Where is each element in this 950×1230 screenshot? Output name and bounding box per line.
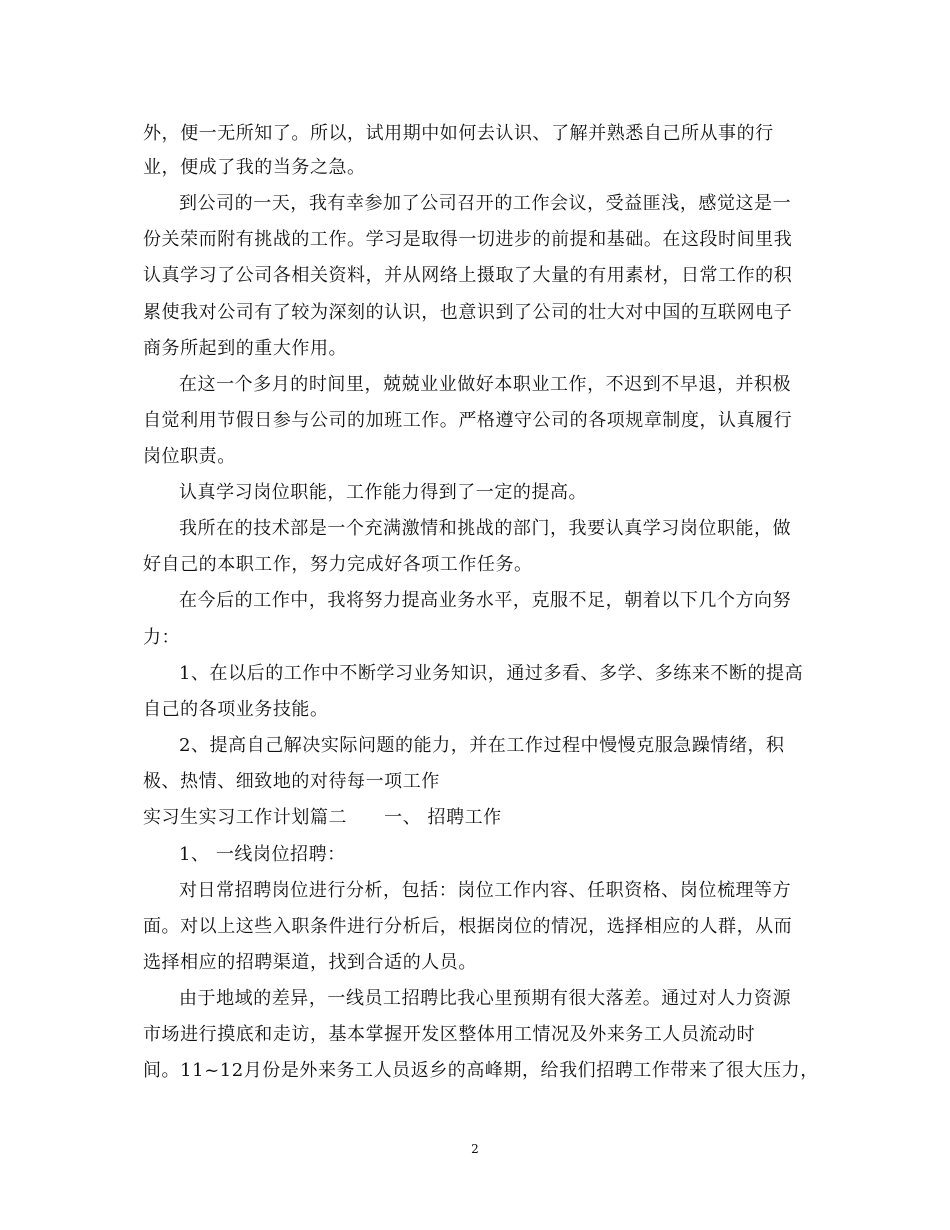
text-line: 自觉利用节假日参与公司的加班工作。严格遵守公司的各项规章制度，认真履行	[143, 410, 793, 431]
text-line: 面。对以上这些入职条件进行分析后，根据岗位的情况，选择相应的人群，从而	[143, 916, 793, 937]
paragraph-start: 1、在以后的工作中不断学习业务知识，通过多看、多学、多练来不断的提高	[179, 663, 804, 684]
text-line: 自己的各项业务技能。	[143, 699, 329, 720]
text-line: 力：	[143, 627, 181, 648]
section-heading: 实习生实习工作计划篇二 一、 招聘工作	[143, 807, 502, 828]
paragraph-start: 在这一个多月的时间里，兢兢业业做好本职业工作，不迟到不早退，并积极	[179, 374, 792, 395]
text-line: 选择相应的招聘渠道，找到合适的人员。	[143, 952, 477, 973]
paragraph-start: 对日常招聘岗位进行分析，包括：岗位工作内容、任职资格、岗位梳理等方	[179, 880, 792, 901]
paragraph-start: 我所在的技术部是一个充满激情和挑战的部门，我要认真学习岗位职能，做	[179, 518, 792, 539]
text-line: 岗位职责。	[143, 446, 236, 467]
paragraph-start: 到公司的一天，我有幸参加了公司召开的工作会议，受益匪浅，感觉这是一	[179, 193, 792, 214]
paragraph-start: 由于地域的差异，一线员工招聘比我心里预期有很大落差。通过对人力资源	[179, 988, 792, 1009]
paragraph-start: 2、提高自己解决实际问题的能力，并在工作过程中慢慢克服急躁情绪，积	[179, 735, 785, 756]
paragraph-start: 1、 一线岗位招聘：	[179, 844, 346, 865]
text-line: 极、热情、细致地的对待每一项工作	[143, 771, 440, 792]
text-line: 好自己的本职工作，努力完成好各项工作任务。	[143, 554, 533, 575]
text-line: 份关荣而附有挑战的工作。学习是取得一切进步的前提和基础。在这段时间里我	[143, 229, 793, 250]
text-line: 商务所起到的重大作用。	[143, 338, 348, 359]
text-line: 认真学习了公司各相关资料，并从网络上摄取了大量的有用素材，日常工作的积	[143, 265, 793, 286]
page-number: 2	[471, 1142, 479, 1156]
text-line: 外，便一无所知了。所以，试用期中如何去认识、了解并熟悉自己所从事的行	[143, 123, 774, 144]
text-line: 累使我对公司有了较为深刻的认识，也意识到了公司的壮大对中国的互联网电子	[143, 302, 793, 323]
text-line: 业，便成了我的当务之急。	[143, 157, 366, 178]
paragraph-start: 认真学习岗位职能，工作能力得到了一定的提高。	[179, 482, 588, 503]
text-line: 市场进行摸底和走访，基本掌握开发区整体用工情况及外来务工人员流动时	[143, 1024, 756, 1045]
paragraph-start: 在今后的工作中，我将努力提高业务水平，克服不足，朝着以下几个方向努	[179, 590, 792, 611]
text-line: 间。11~12月份是外来务工人员返乡的高峰期，给我们招聘工作带来了很大压力，	[143, 1060, 819, 1081]
